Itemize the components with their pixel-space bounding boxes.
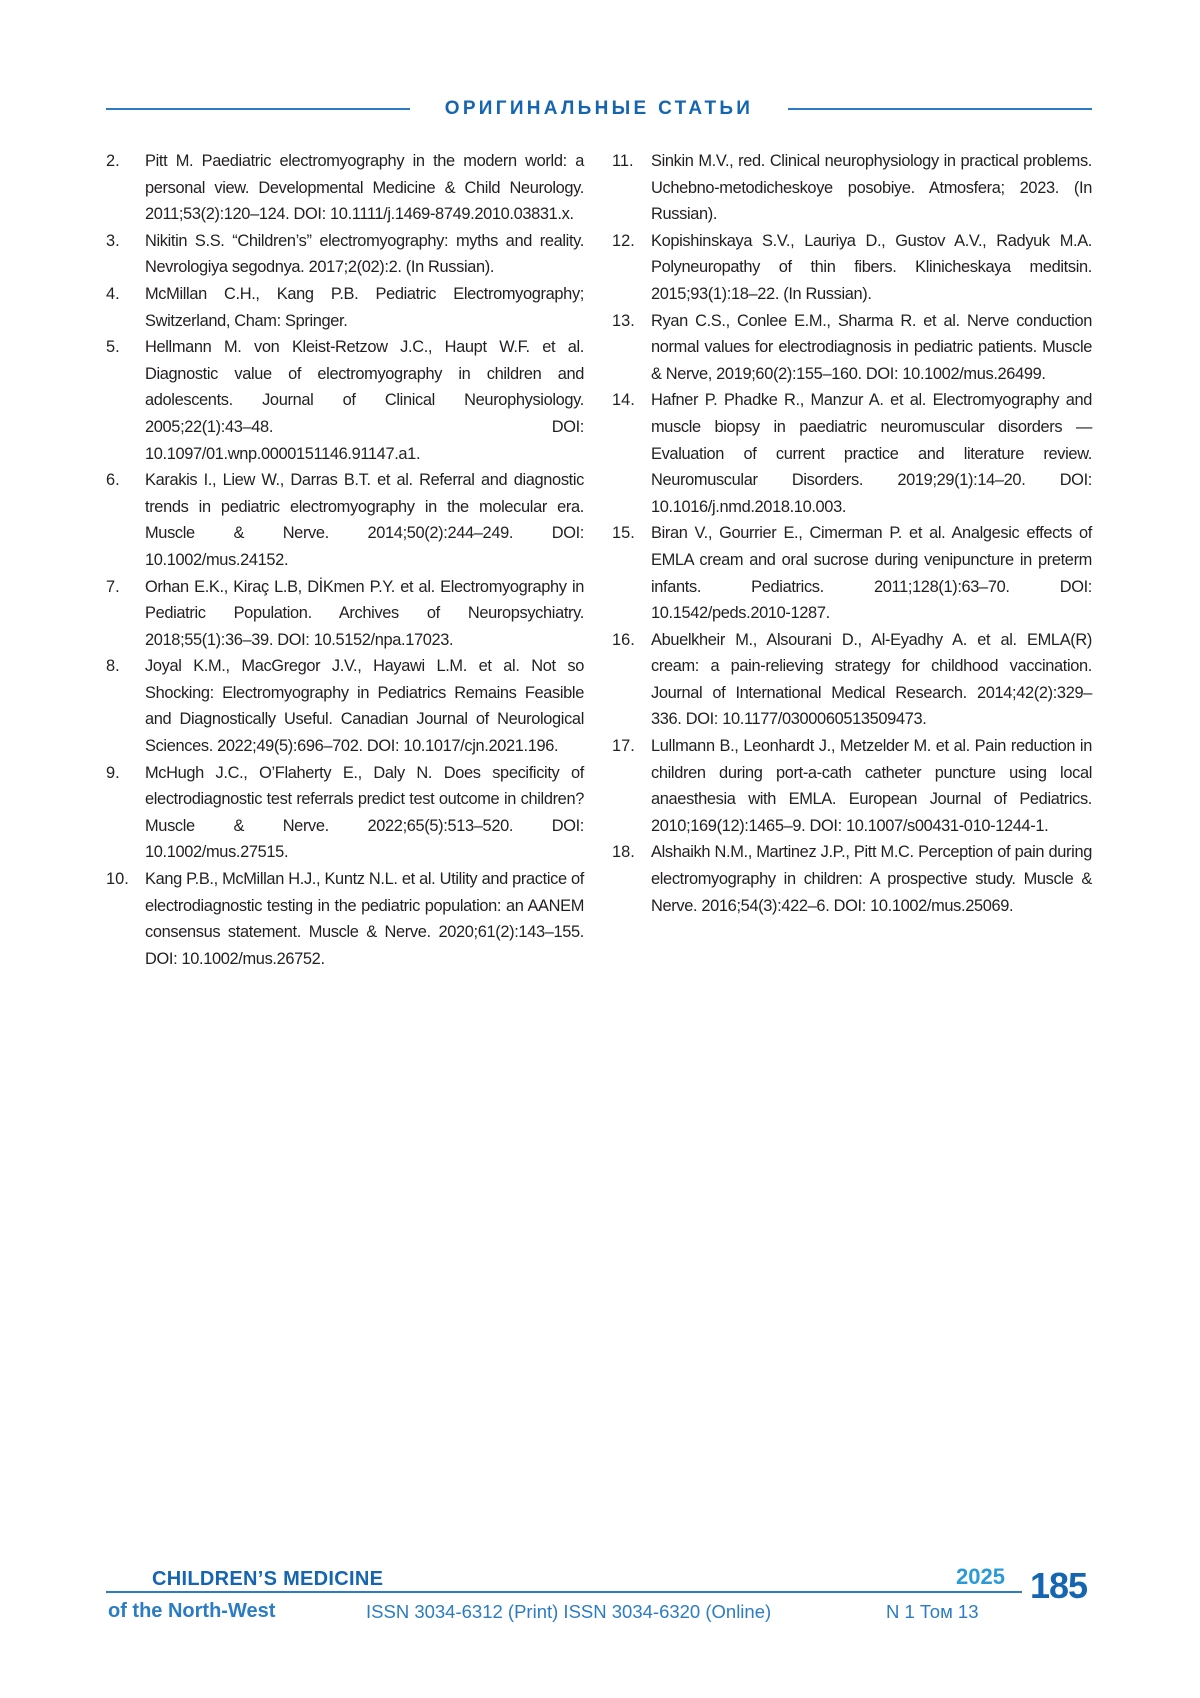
reference-text: Pitt M. Paediatric electromyography in the modern world: a personal view. Developmental Medicine & Child Neurology. 2011;53(2):120–124. DOI: 10.1111/j.1469-8749.2010.03831.x. [145, 152, 584, 224]
reference-number: 12. [612, 231, 635, 250]
reference-item [612, 387, 1092, 520]
reference-number: 9. [106, 763, 120, 782]
reference-text: Orhan E.K., Kiraç L.B, DİKmen P.Y. et al. Electromyography in Pediatric Population. Archives of Neuropsychiatry. 2018;55(1):36–39. DOI: 10.5152/npa.17023. [145, 577, 584, 649]
reference-number: 18. [612, 843, 635, 862]
reference-number: 16. [612, 630, 635, 649]
reference-text: Ryan C.S., Conlee E.M., Sharma R. et al. Nerve conduction normal values for electrodiagnosis in pediatric patients. Muscle & Nerve, 2019;60(2):155–160. DOI: 10.1002/mus.26499. [651, 311, 1092, 383]
reference-item [106, 574, 584, 654]
reference-text: Hellmann M. von Kleist-Retzow J.C., Haupt W.F. et al. Diagnostic value of electromyography in children and adolescents. Journal of Clinical Neurophysiology. 2005;22(1):43–48. DOI: 10.1097/01.wnp.0000151146.91147.a1. [145, 338, 584, 463]
reference-number: 8. [106, 657, 120, 676]
reference-number: 11. [612, 152, 634, 170]
reference-item [612, 520, 1092, 626]
reference-text: Alshaikh N.M., Martinez J.P., Pitt M.C. Perception of pain during electromyography in children: A prospective study. Muscle & Nerve. 2016;54(3):422–6. DOI: 10.1002/mus.25069. [651, 843, 1092, 915]
header-rule-right [788, 108, 1092, 110]
reference-item [106, 334, 584, 467]
reference-text: Lullmann B., Leonhardt J., Metzelder M. et al. Pain reduction in children during port-a-cath catheter puncture using local anaesthesia with EMLA. European Journal of Pediatrics. 2010;169(12):1465–9. DOI: 10.1007/s00431-010-1244-1. [651, 737, 1092, 835]
reference-text: Sinkin M.V., red. Clinical neurophysiology in practical problems. Uchebno-metodicheskoye posobiye. Atmosfera; 2023. (In Russian). [651, 152, 1092, 224]
reference-item [612, 228, 1092, 308]
reference-number: 10. [106, 870, 129, 889]
reference-number: 6. [106, 471, 120, 490]
reference-number: 3. [106, 231, 120, 250]
reference-number: 2. [106, 152, 120, 170]
reference-text: Nikitin S.S. “Children’s” electromyography: myths and reality. Nevrologiya segodnya. 2017;2(02):2. (In Russian). [145, 231, 584, 277]
reference-item [612, 839, 1092, 919]
reference-text: McHugh J.C., O’Flaherty E., Daly N. Does specificity of electrodiagnostic test referrals predict test outcome in children? Muscle & Nerve. 2022;65(5):513–520. DOI: 10.1002/mus.27515. [145, 763, 584, 862]
reference-text: Hafner P. Phadke R., Manzur A. et al. Electromyography and muscle biopsy in paediatric neuromuscular disorders — Evaluation of current practice and literature review. Neuromuscular Disorders. 2019;29(1):14–20. DOI: 10.1016/j.nmd.2018.10.003. [651, 391, 1092, 516]
reference-item [106, 653, 584, 759]
reference-number: 17. [612, 737, 635, 756]
reference-text: Kopishinskaya S.V., Lauriya D., Gustov A.V., Radyuk M.A. Polyneuropathy of thin fibers. Klinicheskaya meditsin. 2015;93(1):18–22. (In Russian). [651, 231, 1092, 303]
reference-text: McMillan C.H., Kang P.B. Pediatric Electromyography; Switzerland, Cham: Springer. [145, 284, 584, 330]
issue-year: 2025 [956, 1564, 1005, 1589]
journal-title-line1: CHILDREN’S MEDICINE [152, 1568, 384, 1590]
section-title: ОРИГИНАЛЬНЫЕ СТАТЬИ [444, 98, 754, 119]
reference-text: Karakis I., Liew W., Darras B.T. et al. Referral and diagnostic trends in pediatric electromyography in the molecular era. Muscle & Nerve. 2014;50(2):244–249. DOI: 10.1002/mus.24152. [145, 471, 584, 569]
reference-item [106, 148, 584, 228]
reference-number: 15. [612, 524, 635, 543]
reference-item [612, 627, 1092, 733]
reference-item [612, 308, 1092, 388]
reference-item [106, 866, 584, 972]
issn-info: ISSN 3034-6312 (Print) ISSN 3034-6320 (Online) [366, 1601, 772, 1622]
journal-title-line2: of the North-West [108, 1600, 276, 1622]
reference-item [612, 733, 1092, 839]
reference-text: Joyal K.M., MacGregor J.V., Hayawi L.M. et al. Not so Shocking: Electromyography in Pediatrics Remains Feasible and Diagnostically Useful. Canadian Journal of Neurological Sciences. 2022;49(5):696–702. DOI: 10.1017/cjn.2021.196. [145, 657, 584, 756]
reference-text: Kang P.B., McMillan H.J., Kuntz N.L. et al. Utility and practice of electrodiagnostic testing in the pediatric population: an AANEM consensus statement. Muscle & Nerve. 2020;61(2):143–155. DOI: 10.1002/mus.26752. [145, 870, 584, 968]
section-header [106, 96, 1092, 122]
reference-number: 7. [106, 577, 120, 596]
reference-text: Abuelkheir M., Alsourani D., Al-Eyadhy A. et al. EMLA(R) cream: a pain-relieving strategy for childhood vaccination. Journal of International Medical Research. 2014;42(2):329–336. DOI: 10.1177/0300060513509473. [651, 630, 1092, 729]
reference-number: 14. [612, 391, 635, 410]
reference-item [106, 228, 584, 281]
reference-item [612, 148, 1092, 228]
reference-number: 13. [612, 311, 635, 330]
page-footer [106, 1565, 1092, 1635]
reference-text: Biran V., Gourrier E., Cimerman P. et al. Analgesic effects of EMLA cream and oral sucrose during venipuncture in preterm infants. Pediatrics. 2011;128(1):63–70. DOI: 10.1542/peds.2010-1287. [651, 524, 1092, 623]
page-number: 185 [1030, 1565, 1088, 1606]
reference-number: 4. [106, 284, 120, 303]
header-rule-left [106, 108, 410, 110]
reference-number: 5. [106, 338, 120, 357]
references-column-left [106, 148, 584, 972]
issue-volume: N 1 Том 13 [886, 1601, 979, 1622]
reference-item [106, 281, 584, 334]
reference-item [106, 467, 584, 573]
reference-item [106, 760, 584, 866]
footer-rule [106, 1591, 1022, 1593]
references-column-right [612, 148, 1092, 919]
